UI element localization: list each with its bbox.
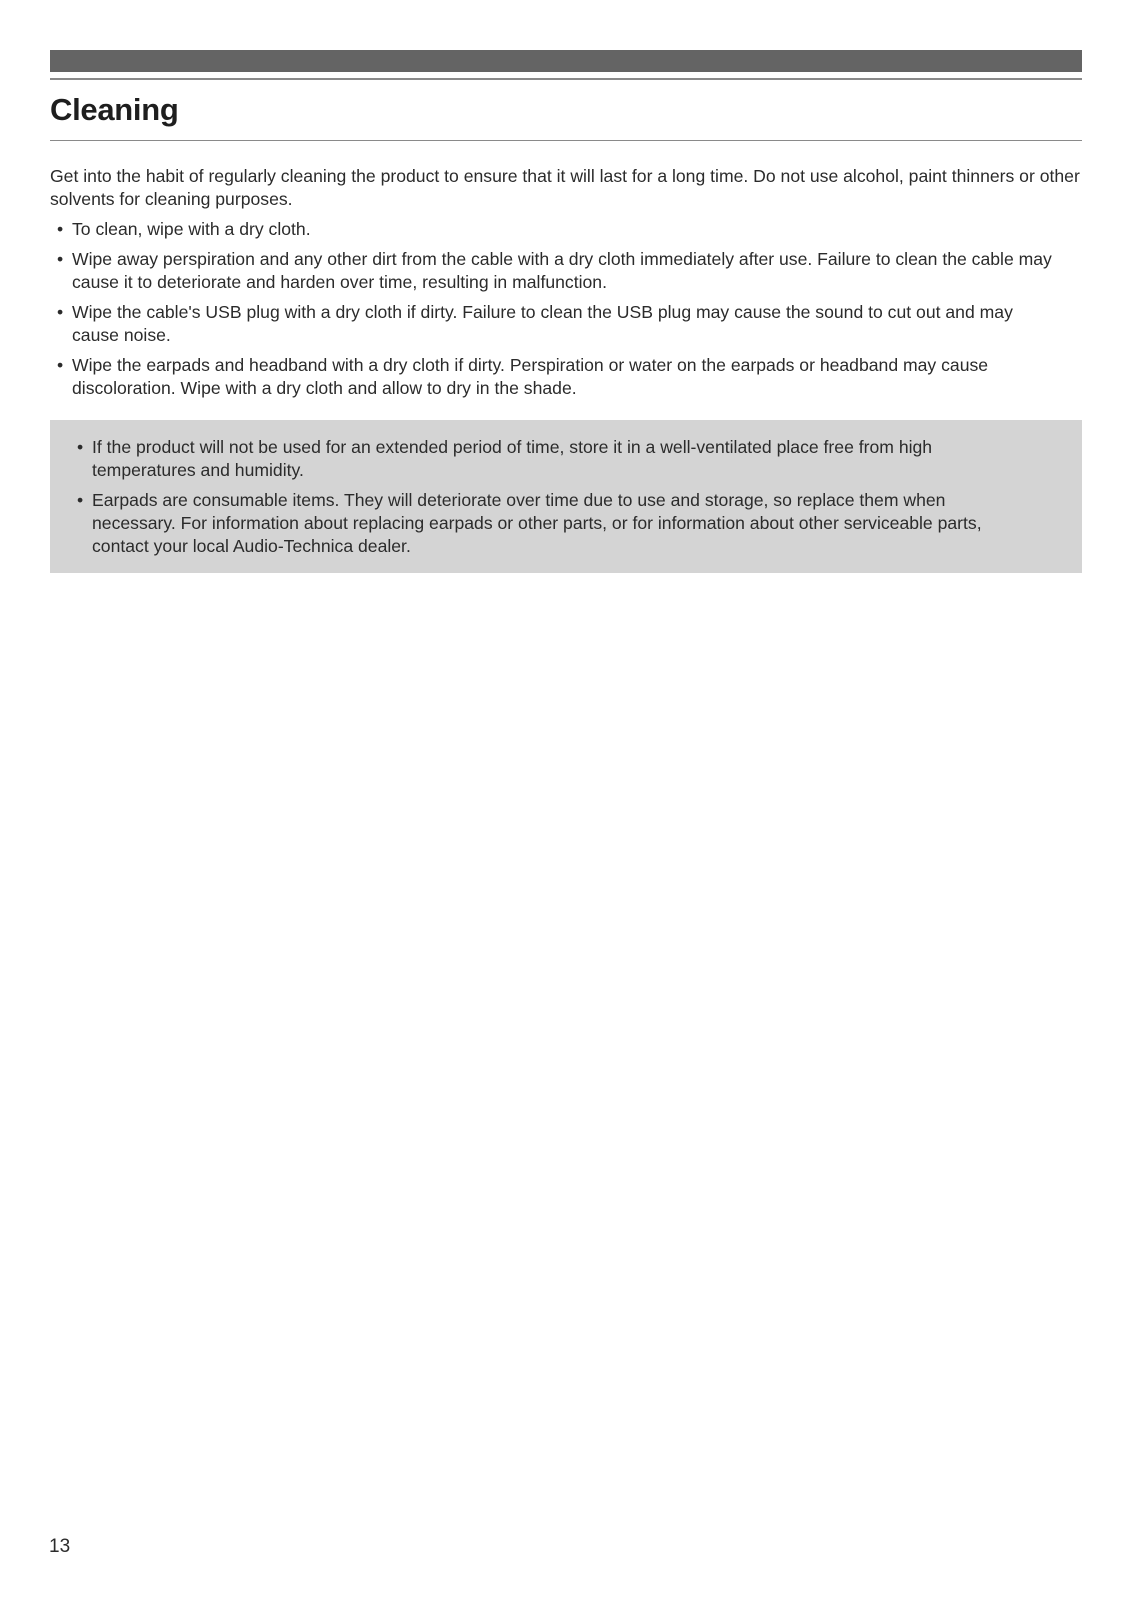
header-bar xyxy=(50,50,1082,72)
title-rule xyxy=(50,140,1082,141)
bullet-icon: • xyxy=(57,219,64,239)
bullet-icon: • xyxy=(57,249,64,269)
list-item xyxy=(50,354,1082,400)
page-number: 13 xyxy=(49,1536,71,1557)
note-item-text: If the product will not be used for an extended period of time, store it in a well-ventilated place free from high temperatures and humidity. xyxy=(92,437,933,480)
page-title: Cleaning xyxy=(50,92,179,127)
cleaning-content xyxy=(50,165,1082,407)
header-rule xyxy=(50,78,1082,80)
bullet-icon: • xyxy=(57,302,64,322)
note-item xyxy=(50,436,1082,482)
list-item xyxy=(50,248,1082,294)
list-item xyxy=(50,301,1082,347)
list-item-text: Wipe the earpads and headband with a dry cloth if dirty. Perspiration or water on the earpads or headband may cause discoloration. Wipe with a dry cloth and allow to dry in the shade. xyxy=(72,355,989,398)
list-item-text: Wipe the cable's USB plug with a dry cloth if dirty. Failure to clean the USB plug may cause the sound to cut out and may cause noise. xyxy=(72,302,1013,345)
cleaning-instructions-list xyxy=(50,218,1082,400)
note-item xyxy=(50,489,1082,558)
note-item-text: Earpads are consumable items. They will deteriorate over time due to use and storage, so replace them when necessary. For information about replacing earpads or other parts, or for information about other serviceable parts, contact your local Audio-Technica dealer. xyxy=(92,490,982,556)
note-box xyxy=(50,420,1082,573)
bullet-icon: • xyxy=(77,437,84,457)
list-item-text: Wipe away perspiration and any other dirt from the cable with a dry cloth immediately after use. Failure to clean the cable may cause it to deteriorate and harden over time, resulting in malfunction. xyxy=(72,249,1052,292)
list-item xyxy=(50,218,1082,241)
list-item-text: To clean, wipe with a dry cloth. xyxy=(72,219,311,239)
intro-paragraph: Get into the habit of regularly cleaning the product to ensure that it will last for a long time. Do not use alcohol, paint thinners or other solvents for cleaning purposes. xyxy=(50,166,1080,209)
bullet-icon: • xyxy=(57,355,64,375)
bullet-icon: • xyxy=(77,490,84,510)
notes-list xyxy=(50,420,1082,558)
